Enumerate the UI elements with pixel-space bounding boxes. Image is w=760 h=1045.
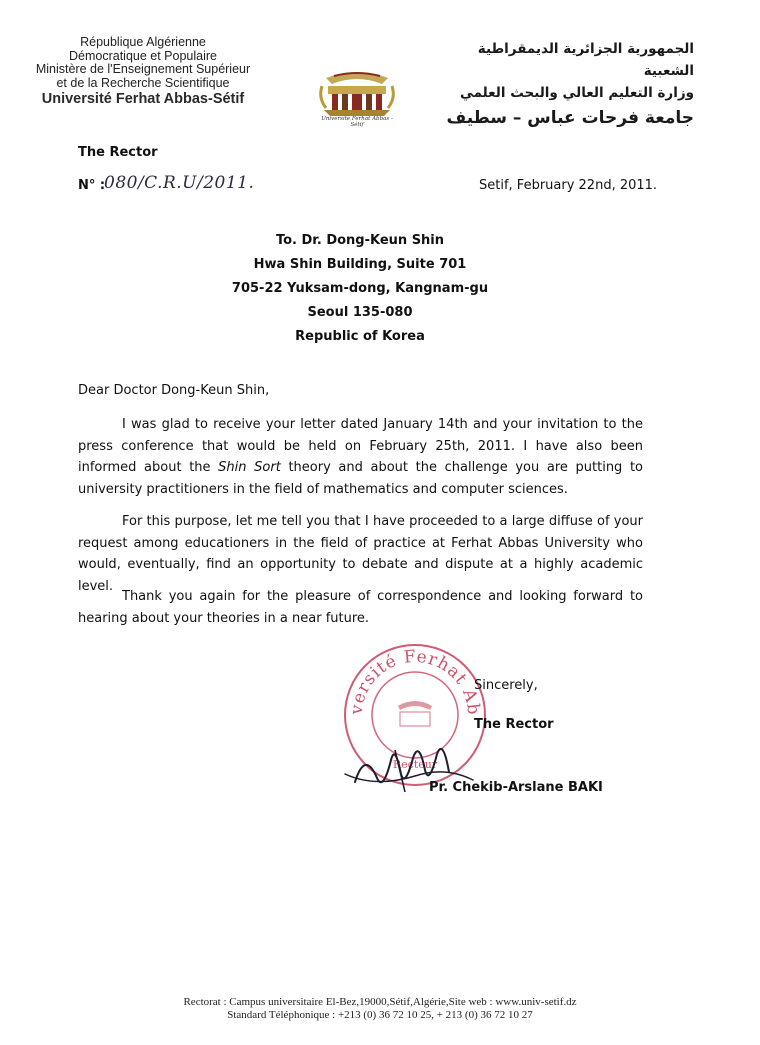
signer-name: Pr. Chekib-Arslane BAKI xyxy=(429,780,603,795)
body-p1-emphasis: Shin Sort xyxy=(218,460,281,475)
header-arabic xyxy=(444,38,694,132)
body-paragraph-2: For this purpose, let me tell you that I have proceeded to a large diffuse of your request among educationers in the field of practice at Ferhat Abbas University who would, eventually, find an opportunity to debate and dispute at a highly academic level. xyxy=(78,514,643,594)
recipient-line5: Republic of Korea xyxy=(295,329,425,344)
header-ar-line3: جامعة فرحات عباس – سطيف xyxy=(446,108,694,128)
closing-title: The Rector xyxy=(474,717,554,732)
body-p1-part-a: I was glad to receive your letter dated January 14th and your invitation to the press conference that would be held on February 25th, 2011. I have also been informed about the xyxy=(78,417,643,475)
header-ar-line2: وزارة التعليم العالي والبحث العلمي xyxy=(459,85,694,101)
recipient-address xyxy=(200,229,520,349)
logo-caption: Université Ferhat Abbas - Sétif xyxy=(321,116,393,128)
recipient-line1: To. Dr. Dong-Keun Shin xyxy=(275,233,445,248)
body-paragraph-1 xyxy=(78,414,643,500)
footer-phone: Standard Téléphonique : +213 (0) 36 72 10 25, + 213 (0) 36 72 10 27 xyxy=(227,1009,533,1021)
header-fr-line3: Ministère de l'Enseignement Supérieur xyxy=(35,62,251,76)
recipient-line4: Seoul 135-080 xyxy=(307,305,413,320)
salutation: Dear Doctor Dong-Keun Shin, xyxy=(78,383,270,398)
sender-title: The Rector xyxy=(78,145,158,160)
header-fr-line1: République Algérienne xyxy=(80,35,206,49)
footer xyxy=(0,996,760,1022)
recipient-line2: Hwa Shin Building, Suite 701 xyxy=(253,257,467,272)
letter-date: Setif, February 22nd, 2011. xyxy=(479,178,658,193)
header-ar-line1: الجمهورية الجزائرية الديمقراطية الشعبية xyxy=(477,41,694,79)
recipient-line3: 705-22 Yuksam-dong, Kangnam-gu xyxy=(231,281,489,296)
university-logo xyxy=(318,64,396,128)
header-fr-line4: et de la Recherche Scientifique xyxy=(56,75,230,90)
closing-sincerely: Sincerely, xyxy=(474,678,538,693)
university-name: Université Ferhat Abbas-Sétif xyxy=(41,91,245,107)
reference-label: N° : xyxy=(78,178,106,193)
header-fr-line2: Démocratique et Populaire xyxy=(69,48,217,63)
stamp-center-text: Recteur xyxy=(392,758,438,771)
body-paragraph-3: Thank you again for the pleasure of correspondence and looking forward to hearing about your theories in a near future. xyxy=(78,589,643,626)
body-p1-part-b: theory and about the challenge you are putting to university practitioners in the field of mathematics and computer sciences. xyxy=(78,460,643,497)
footer-address: Rectorat : Campus universitaire El-Bez,19000,Sétif,Algérie,Site web : www.univ-setif.dz xyxy=(183,996,577,1008)
reference-number: 080/C.R.U/2011. xyxy=(104,173,255,193)
stamp-ring-text: versité Ferhat Ab xyxy=(346,646,484,717)
header-french xyxy=(28,36,258,108)
